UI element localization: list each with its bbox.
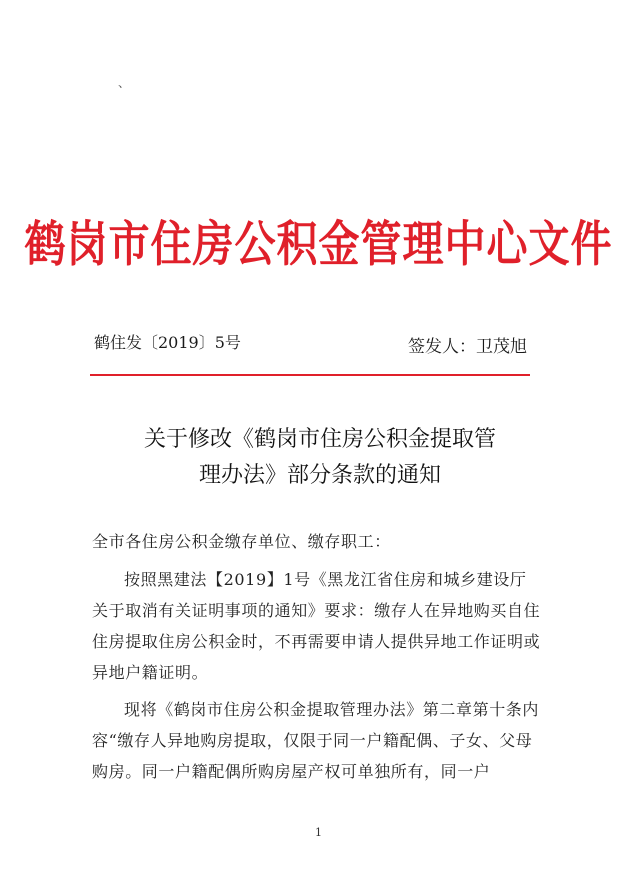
notice-title-line-1: 关于修改《鹤岗市住房公积金提取管 [143,427,496,452]
salutation [92,526,542,557]
paragraph-1 [92,564,542,688]
signer: 签发人：卫茂旭 [408,337,527,357]
notice-title [100,422,540,494]
page-number: 1 [315,826,322,839]
document-header-title: 鹤岗市住房公积金管理中心文件 [24,215,613,273]
document-number: 鹤住发〔2019〕5号 [94,333,241,352]
salutation-text: 全市各住房公积金缴存单位、缴存职工： [92,532,391,551]
notice-title-line-2: 理办法》部分条款的通知 [198,463,441,488]
paragraph-2-text: 现将《鹤岗市住房公积金提取管理办法》第二章第十条内容“缴存人异地购房提取，仅限于同一户籍配偶、子女、父母购房。同一户籍配偶所购房屋产权可单独所有，同一户 [92,700,540,781]
scan-speck: 、 [118,76,131,90]
paragraph-1-text: 按照黑建法【2019】1号《黑龙江省住房和城乡建设厅关于取消有关证明事项的通知》要求：缴存人在异地购买自住住房提取住房公积金时，不再需要申请人提供异地工作证明或异地户籍证明。 [92,570,541,682]
red-divider-line [90,374,530,376]
paragraph-2 [92,694,542,787]
